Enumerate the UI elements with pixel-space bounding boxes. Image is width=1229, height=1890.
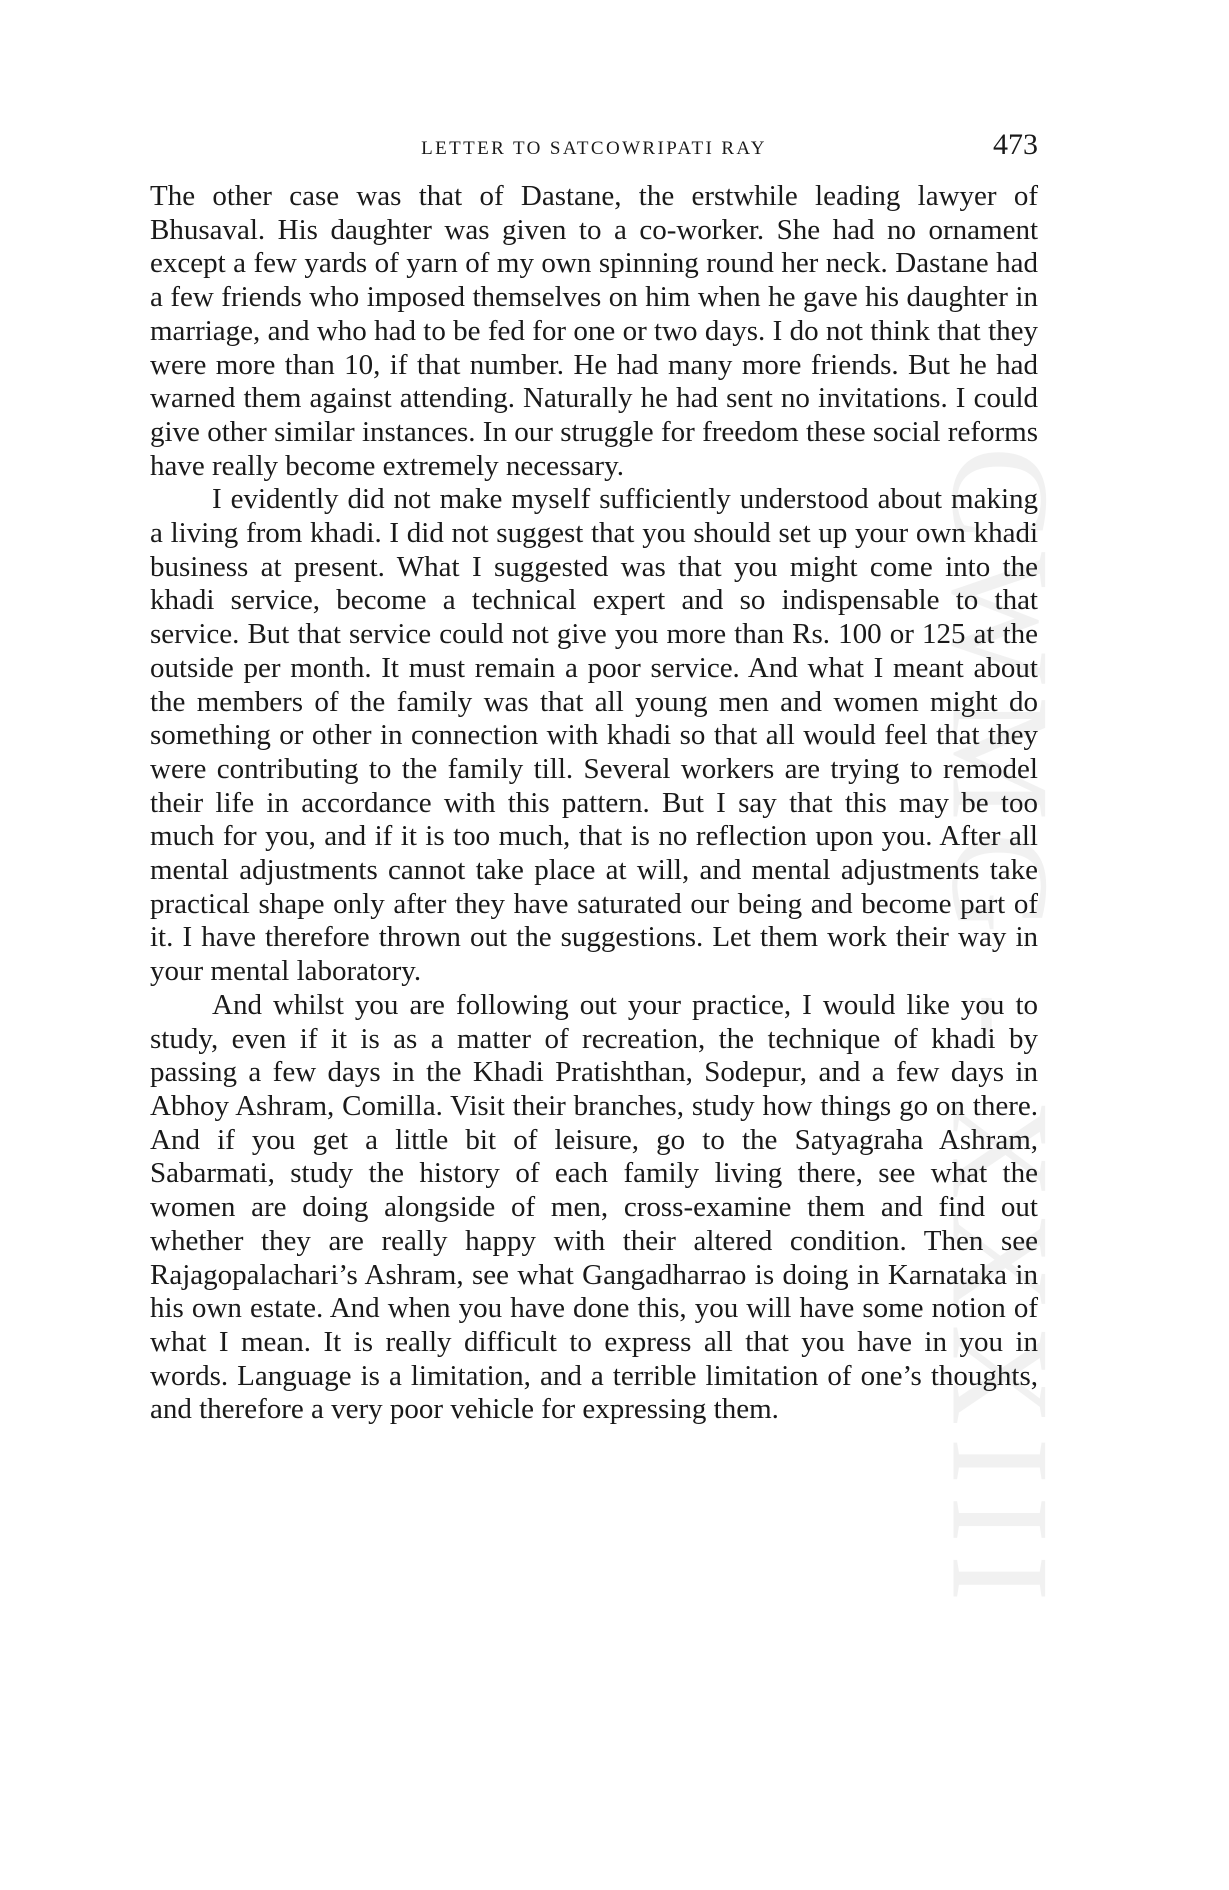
paragraph-3: And whilst you are following out your practice, I would like you to study, even if it is as a matter of recreation, the technique of khadi by passing a few days in the Khadi Pratishthan, Sodepur, and a few days in Abhoy Ashram, Comilla. Visit their branches, study how things go on there. And if you get a little bit of leisure, go to the Satyagraha Ashram, Sabarmati, study the history of each family living there, see what the women are doing alongside of men, cross-examine them and find out whether they are really happy with their altered condition. Then see Rajagopalachari’s Ashram, see what Gangadharrao is doing in Karnataka in his own estate. And when you have done this, you will have some notion of what I mean. It is really difficult to express all that you have in you in words. Language is a limitation, and a terrible limitation of one’s thoughts, and therefore a very poor vehicle for expressing them. — [150, 988, 1038, 1426]
running-title: LETTER TO SATCOWRIPATI RAY — [421, 138, 767, 159]
running-head — [150, 128, 1038, 168]
watermark: CWMG - XXXIII — [922, 446, 1078, 1614]
page-number: 473 — [993, 128, 1038, 161]
paragraph-1: The other case was that of Dastane, the erstwhile leading lawyer of Bhusaval. His daughter was given to a co-worker. She had no ornament except a few yards of yarn of my own spinning round her neck. Dastane had a few friends who imposed themselves on him when he gave his daughter in marriage, and who had to be fed for one or two days. I do not think that they were more than 10, if that number. He had many more friends. But he had warned them against attending. Naturally he had sent no invitations. I could give other similar instances. In our struggle for freedom these social reforms have really become extremely necessary. — [150, 180, 1038, 482]
body-text — [150, 180, 1038, 1427]
paragraph-2: I evidently did not make myself sufficiently understood about making a living from khadi. I did not suggest that you should set up your own khadi business at present. What I suggested was that you might come into the khadi service, become a technical expert and so indispensable to that service. But that service could not give you more than Rs. 100 or 125 at the outside per month. It must remain a poor service. And what I meant about the members of the family was that all young men and women might do something or other in connection with khadi so that all would feel that they were contributing to the family till. Several workers are trying to remodel their life in accordance with this pattern. But I say that this may be too much for you, and if it is too much, that is no reflection upon you. After all mental adjustments cannot take place at will, and mental adjustments take practical shape only after they have saturated our being and become part of it. I have therefore thrown out the suggestions. Let them work their way in your mental laboratory. — [150, 483, 1038, 988]
